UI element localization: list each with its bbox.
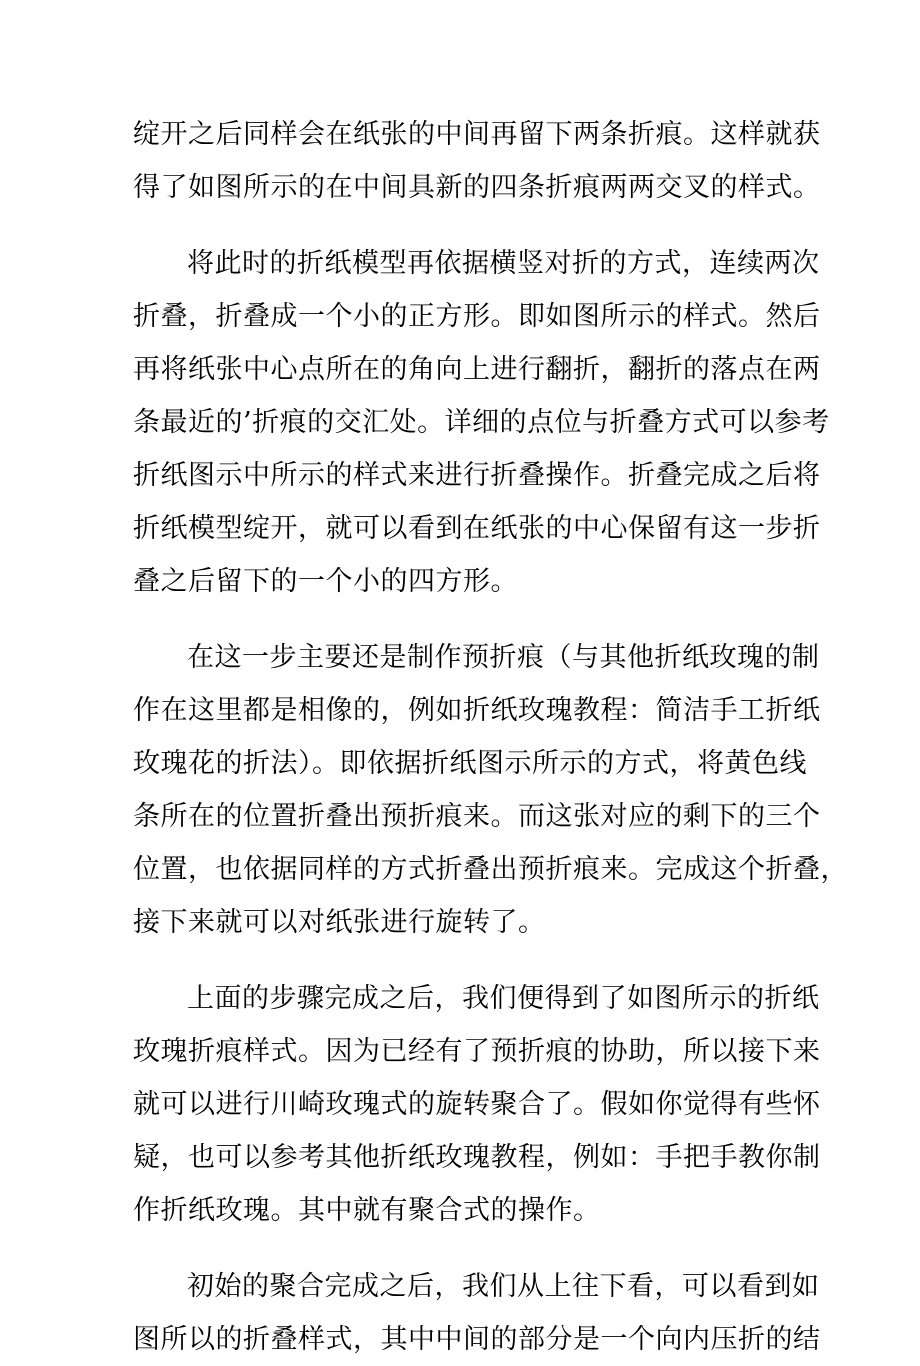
paragraph-3 (133, 631, 848, 949)
paragraph-4 (133, 972, 821, 1237)
paragraph-1 (133, 108, 821, 214)
paragraph-line: 折纸图示中所示的样式来进行折叠操作。折叠完成之后将 (133, 460, 821, 491)
paragraph-line: 条最近的’折痕的交汇处。详细的点位与折叠方式可以参考 (133, 407, 830, 438)
paragraph-line: 图所以的折叠样式，其中中间的部分是一个向内压折的结 (133, 1324, 821, 1355)
paragraph-line: 得了如图所示的在中间具新的四条折痕两两交叉的样式。 (133, 172, 821, 203)
paragraph-line: 位置，也依据同样的方式折叠出预折痕来。完成这个折叠， (133, 854, 848, 885)
paragraph-line: 条所在的位置折叠出预折痕来。而这张对应的剩下的三个 (133, 801, 821, 832)
paragraph-line: 玫瑰折痕样式。因为已经有了预折痕的协助，所以接下来 (133, 1036, 821, 1067)
paragraph-line: 疑，也可以参考其他折纸玫瑰教程，例如：手把手教你制 (133, 1142, 821, 1173)
paragraph-2 (133, 237, 830, 608)
paragraph-line: 叠之后留下的一个小的四方形。 (133, 566, 518, 597)
paragraph-5 (133, 1260, 821, 1366)
paragraph-line: 作折纸玫瑰。其中就有聚合式的操作。 (133, 1195, 601, 1226)
paragraph-line: 在这一步主要还是制作预折痕（与其他折纸玫瑰的制 (187, 642, 820, 673)
document-body (133, 108, 848, 1366)
paragraph-line: 绽开之后同样会在纸张的中间再留下两条折痕。这样就获 (133, 119, 821, 150)
paragraph-line: 将此时的折纸模型再依据横竖对折的方式，连续两次 (187, 248, 820, 279)
paragraph-line: 玫瑰花的折法）。即依据折纸图示所示的方式，将黄色线 (133, 748, 807, 779)
paragraph-line: 初始的聚合完成之后，我们从上往下看，可以看到如 (187, 1271, 820, 1302)
paragraph-line: 上面的步骤完成之后，我们便得到了如图所示的折纸 (187, 983, 820, 1014)
paragraph-line: 折叠，折叠成一个小的正方形。即如图所示的样式。然后 (133, 301, 821, 332)
paragraph-line: 就可以进行川崎玫瑰式的旋转聚合了。假如你觉得有些怀 (133, 1089, 821, 1120)
paragraph-line: 折纸模型绽开，就可以看到在纸张的中心保留有这一步折 (133, 513, 821, 544)
paragraph-line: 接下来就可以对纸张进行旋转了。 (133, 907, 546, 938)
paragraph-line: 再将纸张中心点所在的角向上进行翻折，翻折的落点在两 (133, 354, 821, 385)
paragraph-line: 作在这里都是相像的，例如折纸玫瑰教程：简洁手工折纸 (133, 695, 821, 726)
